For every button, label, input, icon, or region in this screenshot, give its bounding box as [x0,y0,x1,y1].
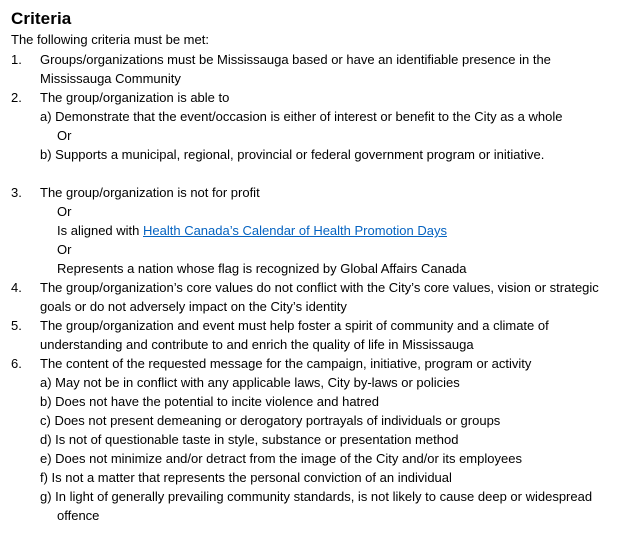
line-text: Or [57,204,72,219]
criteria-line [40,221,622,240]
item-number: 5. [11,318,22,333]
criteria-item [11,50,630,88]
criteria-list [11,50,630,525]
criteria-line [40,202,622,221]
criteria-line [40,50,622,88]
item-content [40,50,630,88]
item-content [40,354,630,525]
line-text: Or [57,128,72,143]
item-content [40,278,630,316]
line-text: b) Does not have the potential to incite violence and hatred [40,394,379,409]
item-number: 3. [11,185,22,200]
item-content [40,183,630,278]
criteria-item [11,183,630,278]
criteria-item [11,88,630,164]
criteria-line [40,183,622,202]
criteria-line [40,88,622,107]
line-text: f) Is not a matter that represents the personal conviction of an individual [40,470,452,485]
item-content [40,88,630,164]
intro-text: The following criteria must be met: [11,32,209,47]
criteria-line [40,392,622,411]
criteria-item [11,354,630,525]
criteria-line [40,278,622,316]
line-text: a) Demonstrate that the event/occasion is either of interest or benefit to the City as a whole [40,109,563,124]
criteria-line [40,145,622,164]
criteria-line [40,411,622,430]
health-canada-link[interactable]: Health Canada’s Calendar of Health Promotion Days [143,223,447,238]
line-text: b) Supports a municipal, regional, provincial or federal government program or initiative. [40,147,545,162]
line-text: The group/organization is not for profit [40,185,260,200]
line-text: The content of the requested message for the campaign, initiative, program or activity [40,356,532,371]
criteria-line [40,126,622,145]
item-content [40,316,630,354]
criteria-line [40,354,622,373]
line-text: Represents a nation whose flag is recognized by Global Affairs Canada [57,261,467,276]
item-number: 2. [11,90,22,105]
item-number: 6. [11,356,22,371]
line-text: The group/organization and event must help foster a spirit of community and a climate of understanding and contribute to and enrich the quality of life in Mississauga [40,318,549,352]
item-number: 1. [11,52,22,67]
criteria-line [40,107,622,126]
line-text: a) May not be in conflict with any applicable laws, City by-laws or policies [40,375,460,390]
line-text: Is aligned with [57,223,143,238]
line-text: Or [57,242,72,257]
criteria-line [40,468,622,487]
line-text: g) In light of generally prevailing community standards, is not likely to cause deep or widespread offence [40,489,593,523]
criteria-line [40,373,622,392]
line-text: e) Does not minimize and/or detract from the image of the City and/or its employees [40,451,522,466]
line-text: d) Is not of questionable taste in style, substance or presentation method [40,432,459,447]
criteria-line [40,487,622,525]
line-text: c) Does not present demeaning or derogatory portrayals of individuals or groups [40,413,501,428]
criteria-item [11,316,630,354]
criteria-line [40,449,622,468]
criteria-line [40,240,622,259]
criteria-line [40,430,622,449]
criteria-line [40,316,622,354]
criteria-item [11,278,630,316]
line-text: The group/organization is able to [40,90,230,105]
page-title: Criteria [11,9,72,28]
line-text: Groups/organizations must be Mississauga based or have an identifiable presence in the Mississauga Community [40,52,551,86]
line-text: The group/organization’s core values do not conflict with the City’s core values, vision or strategic goals or do not adversely impact on the City’s identity [40,280,599,314]
criteria-line [40,259,622,278]
item-number: 4. [11,280,22,295]
